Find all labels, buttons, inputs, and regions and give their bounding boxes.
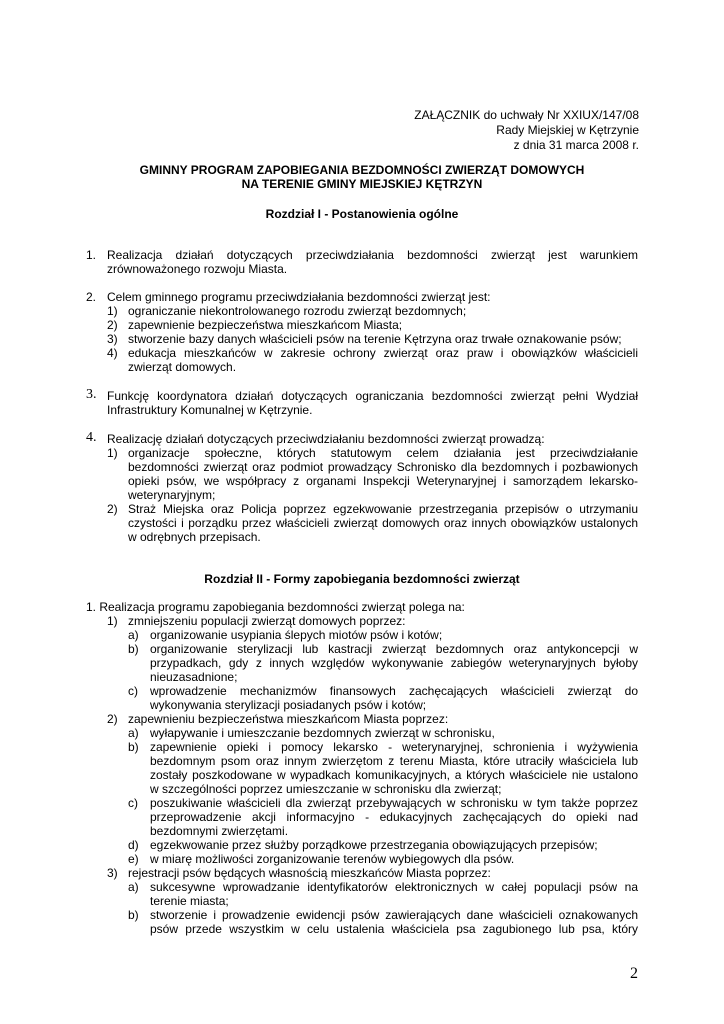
- s1-item-1: zmniejszeniu populacji zwierząt domowych poprzez:: [128, 614, 406, 628]
- s1-item-2b-letter: b): [128, 740, 139, 754]
- s1-item-3a-letter: a): [128, 880, 139, 894]
- s1-item-2: zapewnieniu bezpieczeństwa mieszkańcom Miasta poprzez:: [128, 712, 449, 726]
- p4-item-1-line-2: bezdomności zwierząt oraz podmiot prowadzący Schronisko dla bezdomnych i pozbawionych: [128, 460, 638, 474]
- p3-number: 3.: [86, 387, 97, 402]
- s1-item-3a-line-1: sukcesywne wprowadzanie identyfikatorów elektronicznych w całej populacji psów na: [150, 880, 638, 894]
- p4-intro: Realizację działań dotyczących przeciwdziałaniu bezdomności zwierząt prowadzą:: [107, 432, 545, 446]
- s1-item-2e-letter: e): [128, 852, 139, 866]
- p4-item-1-line-4: weterynaryjnym;: [128, 488, 216, 502]
- attachment-header: [414, 108, 639, 153]
- header-line-1: ZAŁĄCZNIK do uchwały Nr XXIUX/147/08: [414, 108, 639, 122]
- p4-item-2-line-2: czystości i porządku przez właścicieli zwierząt domowych oraz innych obowiązków ustalonych: [128, 516, 638, 530]
- s1-item-2b-line-4: w szczególności poprzez umieszczanie w schronisku dla zwierząt;: [150, 782, 502, 796]
- chapter-1-heading: Rozdział I - Postanowienia ogólne: [265, 207, 459, 221]
- s1-item-2c-line-2: przeprowadzenie akcji informacyjno - edukacyjnych zachęcających do opieki nad: [150, 810, 638, 824]
- s1-item-2a-letter: a): [128, 726, 139, 740]
- p4-item-2-line-3: w odrębnych przepisach.: [128, 530, 261, 544]
- p2-item-2-number: 2): [107, 318, 118, 332]
- chapter-2-heading: Rozdział II - Formy zapobiegania bezdomności zwierząt: [204, 572, 520, 586]
- s1-item-1c-letter: c): [128, 684, 138, 698]
- s1-item-2b-line-2: bezdomnym psom oraz innym zwierzętom z terenu Miasta, które utraciły właściciela lub: [150, 754, 638, 768]
- s1-item-2c-line-3: bezdomnymi zwierzętami.: [150, 824, 289, 838]
- p4-item-1-number: 1): [107, 446, 118, 460]
- s1-item-2b-line-1: zapewnienie opieki i pomocy lekarsko - weterynaryjnej, schronienia i wyżywienia: [150, 740, 638, 754]
- s1-item-1b-line-2: przypadkach, gdy z innych względów wykonywanie zabiegów weterynaryjnych byłoby: [150, 656, 638, 670]
- s1-item-2e: w miarę możliwości zorganizowanie terenów wybiegowych dla psów.: [150, 852, 515, 866]
- p2-number: 2.: [86, 290, 97, 304]
- s1-item-1b-line-3: nieuzasadnione;: [150, 670, 238, 684]
- p1-number: 1.: [86, 248, 97, 262]
- document-title-line-2: NA TERENIE GMINY MIEJSKIEJ KĘTRZYN: [241, 177, 483, 191]
- s1-item-3b-line-1: stworzenie i prowadzenie ewidencji psów zawierających dane właścicieli oznakowanych: [150, 908, 638, 922]
- p2-item-1-number: 1): [107, 304, 118, 318]
- s1-item-2c-letter: c): [128, 796, 138, 810]
- s1-item-2a: wyłapywanie i umieszczanie bezdomnych zwierząt w schronisku,: [150, 726, 495, 740]
- s1-item-2-number: 2): [107, 712, 118, 726]
- s1-item-2c-line-1: poszukiwanie właścicieli dla zwierząt przebywających w schronisku w tym także poprzez: [150, 796, 638, 810]
- s1-item-1-number: 1): [107, 614, 118, 628]
- p1-line-2: zrównoważonego rozwoju Miasta.: [107, 262, 288, 276]
- p2-item-2: zapewnienie bezpieczeństwa mieszkańcom Miasta;: [128, 318, 403, 332]
- p2-item-1: ograniczanie niekontrolowanego rozrodu zwierząt bezdomnych;: [128, 304, 467, 318]
- p4-item-2-number: 2): [107, 502, 118, 516]
- s1-item-3b-line-2: psów przede wszystkim w celu ustalenia właściciela psa zagubionego lub psa, który: [150, 922, 638, 936]
- p1-line-1: Realizacja działań dotyczących przeciwdziałania bezdomności zwierząt jest warunkiem: [107, 248, 638, 262]
- s1-item-2d-letter: d): [128, 838, 139, 852]
- s1-item-1b-line-1: organizowanie sterylizacji lub kastracji zwierząt bezdomnych oraz antykoncepcji w: [150, 642, 638, 656]
- p4-item-2-line-1: Straż Miejska oraz Policja poprzez egzekwowanie przestrzegania przepisów o utrzymaniu: [128, 502, 638, 516]
- p2-item-3: stworzenie bazy danych właścicieli psów na terenie Kętrzyna oraz trwałe oznakowanie psów;: [128, 332, 622, 346]
- s1-item-2d: egzekwowanie przez służby porządkowe przestrzegania obowiązujących przepisów;: [150, 838, 598, 852]
- p2-intro: Celem gminnego programu przeciwdziałania bezdomności zwierząt jest:: [107, 290, 491, 304]
- p3-line-1: Funkcję koordynatora działań dotyczących ograniczania bezdomności zwierząt pełni Wydział: [107, 389, 638, 403]
- page-number: 2: [630, 965, 638, 982]
- s1-intro: 1. Realizacja programu zapobiegania bezdomności zwierząt polega na:: [86, 600, 465, 614]
- p2-item-3-number: 3): [107, 332, 118, 346]
- s1-item-1c-line-1: wprowadzenie mechanizmów finansowych zachęcających właścicieli zwierząt do: [150, 684, 638, 698]
- p4-number: 4.: [86, 430, 97, 445]
- s1-item-3a-line-2: terenie miasta;: [150, 894, 229, 908]
- s1-item-1a-letter: a): [128, 628, 139, 642]
- s1-item-3-number: 3): [107, 866, 118, 880]
- p4-item-1-line-1: organizacje społeczne, których statutowym celem działania jest przeciwdziałanie: [128, 446, 638, 460]
- header-line-2: Rady Miejskiej w Kętrzynie: [496, 123, 639, 137]
- s1-item-3b-letter: b): [128, 908, 139, 922]
- header-line-3: z dnia 31 marca 2008 r.: [513, 138, 639, 152]
- s1-item-1b-letter: b): [128, 642, 139, 656]
- s1-item-2b-line-3: zostały poszkodowane w wypadkach komunikacyjnych, a których właściciele nie ustalono: [150, 768, 638, 782]
- p2-item-4-number: 4): [107, 346, 118, 360]
- p2-item-4-line-1: edukacja mieszkańców w zakresie ochrony zwierząt oraz praw i obowiązków właścicieli: [128, 346, 638, 360]
- p4-item-1-line-3: opieki psów, we współpracy z organami Inspekcji Weterynaryjnej i samorządem lekarsko-: [128, 474, 638, 488]
- document-title-line-1: GMINNY PROGRAM ZAPOBIEGANIA BEZDOMNOŚCI ZWIERZĄT DOMOWYCH: [139, 163, 585, 177]
- s1-item-1a: organizowanie usypiania ślepych miotów psów i kotów;: [150, 628, 443, 642]
- p3-line-2: Infrastruktury Komunalnej w Kętrzynie.: [107, 403, 313, 417]
- s1-item-1c-line-2: wykonywania sterylizacji posiadanych psów i kotów;: [150, 698, 427, 712]
- s1-item-3: rejestracji psów będących własnością mieszkańców Miasta poprzez:: [128, 866, 491, 880]
- p2-item-4-line-2: zwierząt domowych.: [128, 360, 237, 374]
